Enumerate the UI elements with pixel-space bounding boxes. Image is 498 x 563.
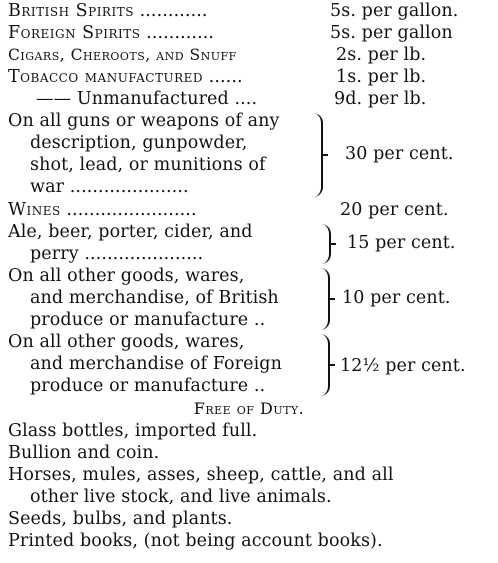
duty-row: [8, 66, 243, 88]
arms-line: On all guns or weapons of any: [8, 111, 280, 131]
duty-item: Cigars, Cheroots, and Snuff: [8, 46, 237, 64]
free-item: Seeds, bulbs, and plants.: [8, 509, 233, 529]
duty-item: Foreign Spirits: [8, 23, 141, 43]
free-of-duty-heading: Free of Duty.: [193, 399, 305, 418]
duty-rate: 5s. per gallon.: [330, 1, 459, 21]
foreign-goods-rate: 12½ per cent.: [340, 356, 466, 376]
duty-leader: ............: [140, 23, 215, 43]
foreign-goods-line: On all other goods, wares,: [8, 332, 245, 352]
british-goods-line: and merchandise, of British: [30, 288, 279, 308]
arms-rate: 30 per cent.: [345, 144, 454, 164]
free-item: Glass bottles, imported full.: [8, 421, 258, 441]
duty-row: [8, 199, 197, 221]
foreign-goods-line: and merchandise of Foreign: [30, 354, 282, 374]
duty-rate: 5s. per gallon: [330, 23, 453, 43]
duty-row: [8, 0, 208, 22]
duty-item: —— Unmanufactured: [36, 89, 229, 109]
arms-line: description, gunpowder,: [30, 133, 248, 153]
duty-leader: ............: [133, 1, 208, 21]
duty-item: Tobacco manufactured: [8, 67, 203, 87]
free-item: Horses, mules, asses, sheep, cattle, and all: [8, 465, 394, 485]
british-goods-line: On all other goods, wares,: [8, 266, 245, 286]
british-goods-line: produce or manufacture ..: [30, 310, 266, 330]
duty-leader: ......: [203, 67, 243, 87]
foreign-goods-line: produce or manufacture ..: [30, 376, 266, 396]
ale-line: Ale, beer, porter, cider, and: [8, 222, 253, 242]
brace: [320, 268, 330, 330]
free-item: Printed books, (not being account books).: [8, 531, 383, 551]
duty-rate: 20 per cent.: [340, 200, 449, 220]
duty-leader: .......................: [60, 200, 197, 220]
brace: [321, 224, 331, 264]
duty-rate: 9d. per lb.: [334, 89, 427, 109]
duty-item: Wines: [8, 200, 61, 220]
duty-row: [36, 88, 257, 110]
brace: [313, 113, 323, 197]
brace: [320, 334, 330, 396]
free-item: other live stock, and live animals.: [30, 487, 332, 507]
free-item: Bullion and coin.: [8, 443, 160, 463]
arms-line: war .....................: [30, 177, 189, 197]
duty-row: [8, 22, 214, 44]
british-goods-rate: 10 per cent.: [342, 288, 451, 308]
duty-rate: 2s. per lb.: [336, 45, 427, 65]
ale-rate: 15 per cent.: [347, 233, 456, 253]
arms-line: shot, lead, or munitions of: [30, 155, 266, 175]
ale-line: perry .....................: [30, 244, 204, 264]
duty-leader: ....: [228, 89, 258, 109]
duty-rate: 1s. per lb.: [336, 67, 427, 87]
duty-row: [8, 44, 237, 66]
duty-item: British Spirits: [8, 1, 134, 21]
